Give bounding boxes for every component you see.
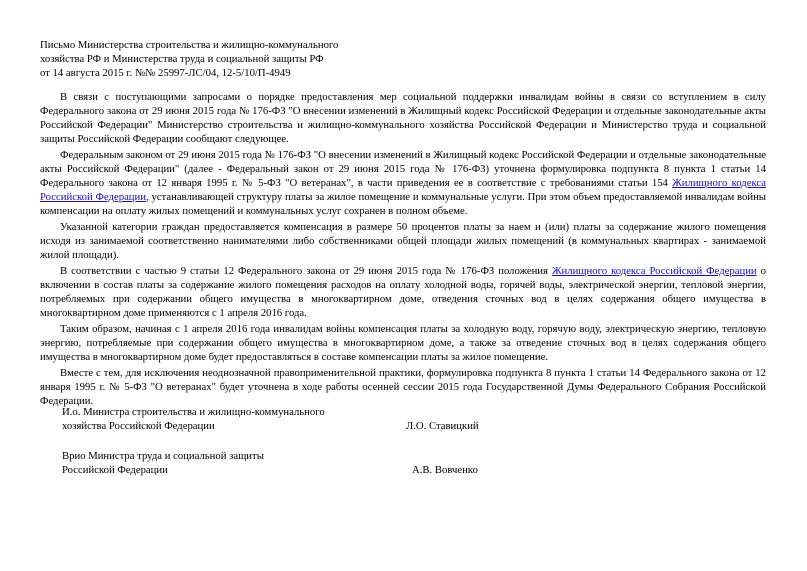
signature-block-2	[62, 449, 582, 477]
signature-1-title-line-2: хозяйства Российской Федерации	[62, 420, 215, 432]
paragraph-3: Указанной категории граждан предоставляется компенсация в размере 50 процентов платы за наем и (или) платы за содержание жилого помещения исходя из занимаемой соответственно нанимателями либо собственниками общей площади жилых помещений (в коммунальных квартирах - занимаемой жилой площади).	[40, 221, 766, 261]
paragraph-2	[40, 148, 766, 218]
signature-2-name: А.В. Вовченко	[412, 464, 478, 476]
signature-1-title-line-1: И.о. Министра строительства и жилищно-коммунального	[62, 406, 325, 418]
header-line-1: Письмо Министерства строительства и жилищно-коммунального	[40, 39, 339, 51]
paragraph-1: В связи с поступающими запросами о порядке предоставления мер социальной поддержки инвалидам войны в связи со вступлением в силу Федерального закона от 29 июня 2015 года № 176-ФЗ "О внесении изменений в Жилищный кодекс Российской Федерации и отдельные законодательные акты Российской Федерации" Министерство строительства и жилищно-коммунального хозяйства Российской Федерации и Министерство труда и социальной защиты Российской Федерации сообщают следующее.	[40, 91, 766, 145]
signature-1-title-line-2-row	[62, 419, 582, 433]
housing-code-link-2[interactable]: Жилищного кодекса Российской Федерации	[551, 265, 757, 277]
document-body	[40, 90, 766, 410]
paragraph-5: Таким образом, начиная с 1 апреля 2016 года инвалидам войны компенсация платы за холодную воду, горячую воду, электрическую энергию, тепловую энергию, потребляемые при содержании общего имущества в многоквартирном доме, а также за отведение сточных вод в целях содержания общего имущества в многоквартирном доме будет предоставляться в составе компенсации платы за жилое помещение.	[40, 323, 766, 363]
paragraph-2-text-b: , устанавливающей структуру платы за жилое помещение и коммунальные услуги. При этом объем предоставляемой инвалидам войны компенсации на оплату жилых помещений и коммунальных услуг сохранен в полном объеме.	[40, 191, 766, 217]
signature-2-title-line-1: Врио Министра труда и социальной защиты	[62, 450, 264, 462]
paragraph-4-text-a: В соответствии с частью 9 статьи 12 Федерального закона от 29 июня 2015 года № 176-ФЗ положения	[60, 265, 552, 277]
signature-2-title-line-2-row	[62, 463, 582, 477]
header-line-3: от 14 августа 2015 г. №№ 25997-ЛС/04, 12-5/10/П-4949	[40, 67, 291, 79]
signature-2-title-line-2: Российской Федерации	[62, 464, 168, 476]
signature-1-name: Л.О. Ставицкий	[406, 420, 479, 432]
paragraph-4-text-b: о включении в состав платы за содержание жилого помещения расходов на оплату холодной воды, горячей воды, электрической энергии, тепловой энергии, потребляемых при содержании общего имущества в многоквартирном доме, отведения сточных вод в целях содержания общего имущества в многоквартирном доме применяются с 1 апреля 2016 года.	[40, 265, 767, 319]
paragraph-2-text-a: Федеральным законом от 29 июня 2015 года № 176-ФЗ "О внесении изменений в Жилищный кодекс Российской Федерации и отдельные законодательные акты Российской Федерации" (далее - Федеральный закон от 29 июня 2015 года № 176-ФЗ) уточнена формулировка подпункта 8 пункта 1 статьи 14 Федерального закона от 12 января 1995 г. № 5-ФЗ "О ветеранах", в части приведения ее в соответствие с требованиями статьи 154	[40, 149, 766, 189]
header-line-2: хозяйства РФ и Министерства труда и социальной защиты РФ	[40, 53, 324, 65]
signature-block-1	[62, 405, 582, 433]
paragraph-6: Вместе с тем, для исключения неоднозначной правоприменительной практики, формулировка подпункта 8 пункта 1 статьи 14 Федерального закона от 12 января 1995 г. № 5-ФЗ "О ветеранах" будет уточнена в ходе работы осенней сессии 2015 года Государственной Думы Федерального Собрания Российской Федерации.	[40, 367, 766, 407]
paragraph-4	[40, 264, 766, 320]
document-header	[40, 38, 460, 80]
housing-code-link[interactable]: Жилищного кодекса Российской Федерации	[40, 177, 766, 203]
